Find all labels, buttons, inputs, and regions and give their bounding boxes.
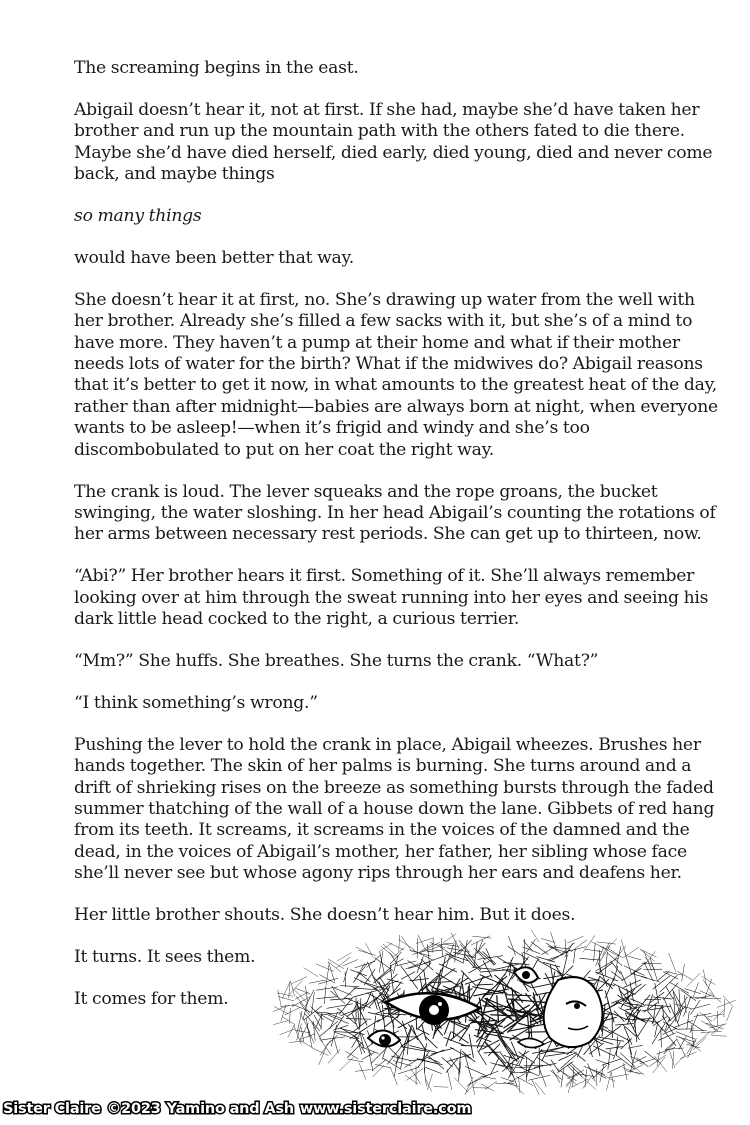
paragraph-line: have more. They haven’t a pump at their home and what if their mother bbox=[74, 332, 680, 353]
paragraph-line: brother and run up the mountain path with the others fated to die there. bbox=[74, 121, 685, 142]
paragraph-line: She doesn’t hear it at first, no. She’s drawing up water from the well with bbox=[74, 289, 695, 310]
paragraph-line: “Abi?” Her brother hears it first. Something of it. She’ll always remember bbox=[74, 566, 695, 587]
paragraph-line: that it’s better to get it now, in what amounts to the greatest heat of the day, bbox=[74, 375, 717, 396]
footer-url-link[interactable]: www.sisterclaire.com bbox=[299, 1101, 472, 1117]
paragraph-line: It comes for them. bbox=[74, 989, 229, 1009]
paragraph-line: rather than after midnight—babies are always born at night, when everyone bbox=[74, 396, 718, 417]
paragraph-line: Maybe she’d have died herself, died early, died young, died and never come bbox=[74, 142, 713, 163]
paragraph-line: dark little head cocked to the right, a curious terrier. bbox=[74, 609, 520, 630]
paragraph-line: discombobulated to put on her coat the right way. bbox=[74, 439, 495, 460]
copyright-footer bbox=[3, 1101, 471, 1117]
paragraph-line: looking over at him through the sweat running into her eyes and seeing his bbox=[74, 587, 709, 608]
paragraph-line: drift of shrieking rises on the breeze as something bursts through the faded bbox=[74, 777, 714, 798]
paragraph-line: she’ll never see but whose agony rips through her ears and deafens her. bbox=[74, 863, 682, 884]
paragraph-line: summer thatching of the wall of a house down the lane. Gibbets of red hang bbox=[74, 799, 715, 820]
paragraph-line: from its teeth. It screams, it screams in the voices of the damned and the bbox=[74, 820, 690, 841]
paragraph-line: Her little brother shouts. She doesn’t hear him. But it does. bbox=[74, 905, 576, 926]
paragraph-line: needs lots of water for the birth? What if the midwives do? Abigail reasons bbox=[74, 354, 703, 375]
story-paragraph bbox=[74, 734, 715, 885]
paragraph-line: wants to be asleep!—when it’s frigid and windy and she’s too bbox=[74, 418, 590, 439]
face-right-icon bbox=[514, 967, 603, 1047]
story-paragraph bbox=[74, 905, 684, 926]
story-paragraph bbox=[74, 99, 713, 186]
story-paragraph bbox=[74, 693, 684, 714]
paragraph-line: “I think something’s wrong.” bbox=[74, 692, 318, 713]
paragraph-line: The crank is loud. The lever squeaks and the rope groans, the bucket bbox=[74, 481, 658, 502]
story-paragraph bbox=[74, 651, 684, 672]
story-paragraph bbox=[74, 481, 716, 546]
paragraph-line: It turns. It sees them. bbox=[74, 947, 256, 968]
story-paragraph bbox=[74, 206, 684, 227]
footer-copyright: ©2023 bbox=[106, 1101, 161, 1117]
paragraph-line: The screaming begins in the east. bbox=[74, 58, 359, 78]
paragraph-line: would have been better that way. bbox=[74, 247, 354, 268]
story-text bbox=[74, 58, 718, 1031]
paragraph-line: Abigail doesn’t hear it, not at first. If she had, maybe she’d have taken her bbox=[74, 99, 700, 120]
paragraph-line: “Mm?” She huffs. She breathes. She turns the crank. “What?” bbox=[74, 651, 599, 672]
paragraph-line: dead, in the voices of Abigail’s mother, her father, her sibling whose face bbox=[74, 841, 687, 862]
footer-title: Sister Claire bbox=[3, 1101, 101, 1117]
paragraph-line: Pushing the lever to hold the crank in place, Abigail wheezes. Brushes her bbox=[74, 734, 701, 755]
story-paragraph bbox=[74, 289, 718, 461]
footer-authors: Yamino and Ash bbox=[166, 1101, 294, 1117]
paragraph-line: back, and maybe things bbox=[74, 164, 275, 185]
paragraph-line: hands together. The skin of her palms is burning. She turns around and a bbox=[74, 756, 692, 777]
ink-eyes-illustration bbox=[268, 930, 740, 1095]
paragraph-line: so many things bbox=[74, 206, 202, 227]
story-paragraph bbox=[74, 566, 709, 630]
paragraph-line: her arms between necessary rest periods. She can get up to thirteen, now. bbox=[74, 524, 702, 545]
paragraph-line: swinging, the water sloshing. In her head Abigail’s counting the rotations of bbox=[74, 503, 716, 523]
story-paragraph bbox=[74, 248, 684, 269]
paragraph-line: her brother. Already she’s filled a few sacks with it, but she’s of a mind to bbox=[74, 311, 693, 332]
story-paragraph bbox=[74, 58, 684, 79]
